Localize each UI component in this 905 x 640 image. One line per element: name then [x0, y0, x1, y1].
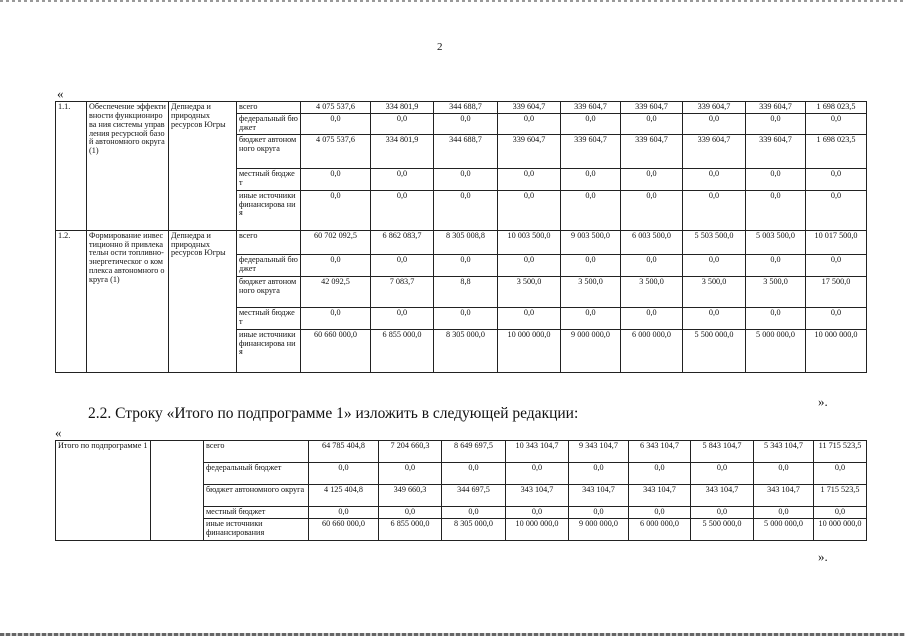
executor: Депнедра и природных ресурсов Югры	[169, 102, 237, 231]
value-cell: 344 697,5	[442, 485, 506, 507]
value-cell: 343 104,7	[569, 485, 629, 507]
value-cell: 0,0	[301, 307, 371, 329]
value-cell: 60 660 000,0	[301, 329, 371, 372]
value-cell: 8 305 008,8	[434, 230, 498, 254]
value-cell: 0,0	[506, 507, 569, 519]
value-cell: 349 660,3	[379, 485, 442, 507]
value-cell: 339 604,7	[561, 102, 621, 114]
scan-edge-top	[0, 0, 905, 2]
value-cell: 42 092,5	[301, 276, 371, 307]
funding-source: федеральный бюджет	[204, 463, 309, 485]
value-cell: 11 715 523,5	[814, 441, 867, 463]
value-cell: 0,0	[309, 463, 379, 485]
value-cell: 0,0	[683, 254, 746, 276]
value-cell: 5 000 000,0	[746, 329, 806, 372]
value-cell: 0,0	[371, 254, 434, 276]
value-cell: 0,0	[371, 307, 434, 329]
value-cell: 339 604,7	[683, 102, 746, 114]
value-cell: 6 855 000,0	[379, 519, 442, 541]
empty-cell	[151, 441, 204, 541]
value-cell: 10 000 000,0	[498, 329, 561, 372]
subprogram-table	[55, 101, 867, 373]
funding-source: всего	[237, 102, 301, 114]
value-cell: 339 604,7	[498, 102, 561, 114]
value-cell: 339 604,7	[746, 102, 806, 114]
value-cell: 0,0	[621, 190, 683, 230]
value-cell: 6 343 104,7	[629, 441, 691, 463]
value-cell: 0,0	[746, 190, 806, 230]
value-cell: 6 855 000,0	[371, 329, 434, 372]
value-cell: 4 075 537,6	[301, 134, 371, 168]
value-cell: 0,0	[683, 307, 746, 329]
value-cell: 0,0	[746, 114, 806, 135]
value-cell: 0,0	[301, 190, 371, 230]
funding-source: местный бюджет	[237, 307, 301, 329]
value-cell: 0,0	[746, 168, 806, 190]
value-cell: 6 003 500,0	[621, 230, 683, 254]
value-cell: 0,0	[683, 190, 746, 230]
value-cell: 339 604,7	[498, 134, 561, 168]
value-cell: 339 604,7	[621, 134, 683, 168]
value-cell: 0,0	[806, 114, 867, 135]
value-cell: 7 204 660,3	[379, 441, 442, 463]
value-cell: 0,0	[434, 254, 498, 276]
measure-name: Обеспечение эффективности функционирова ния системы управления ресурсной базой автономного округа (1)	[87, 102, 169, 231]
funding-source: всего	[237, 230, 301, 254]
funding-source: бюджет автономного округа	[237, 276, 301, 307]
funding-source: иные источники финансирова ния	[237, 190, 301, 230]
value-cell: 3 500,0	[561, 276, 621, 307]
funding-source: местный бюджет	[237, 168, 301, 190]
value-cell: 5 500 000,0	[691, 519, 754, 541]
value-cell: 0,0	[434, 168, 498, 190]
value-cell: 0,0	[379, 507, 442, 519]
value-cell: 0,0	[434, 307, 498, 329]
value-cell: 334 801,9	[371, 134, 434, 168]
funding-source: местный бюджет	[204, 507, 309, 519]
close-quote-2: ».	[818, 549, 828, 564]
value-cell: 0,0	[498, 190, 561, 230]
value-cell: 339 604,7	[621, 102, 683, 114]
section-heading: 2.2. Строку «Итого по подпрограмме 1» изложить в следующей редакции:	[88, 405, 579, 422]
value-cell: 343 104,7	[754, 485, 814, 507]
value-cell: 5 843 104,7	[691, 441, 754, 463]
executor: Депнедра и природных ресурсов Югры	[169, 230, 237, 372]
value-cell: 0,0	[806, 168, 867, 190]
value-cell: 0,0	[301, 168, 371, 190]
value-cell: 1 698 023,5	[806, 102, 867, 114]
value-cell: 0,0	[569, 463, 629, 485]
funding-source: иные источники финансирования	[204, 519, 309, 541]
value-cell: 5 000 000,0	[754, 519, 814, 541]
value-cell: 9 343 104,7	[569, 441, 629, 463]
value-cell: 10 000 000,0	[506, 519, 569, 541]
funding-source: федеральный бюджет	[237, 254, 301, 276]
value-cell: 0,0	[498, 254, 561, 276]
value-cell: 343 104,7	[506, 485, 569, 507]
measure-name: Формирование инвестиционно й привлекательн ости топливно-энергетическог о комплекса автономного округа (1)	[87, 230, 169, 372]
close-quote-1: ».	[818, 394, 828, 409]
value-cell: 9 000 000,0	[561, 329, 621, 372]
subprogram-total-table	[55, 440, 867, 541]
row-number: 1.2.	[56, 230, 87, 372]
value-cell: 3 500,0	[498, 276, 561, 307]
value-cell: 339 604,7	[683, 134, 746, 168]
value-cell: 0,0	[746, 307, 806, 329]
value-cell: 64 785 404,8	[309, 441, 379, 463]
funding-source: федеральный бюджет	[237, 114, 301, 135]
value-cell: 0,0	[561, 190, 621, 230]
value-cell: 343 104,7	[629, 485, 691, 507]
value-cell: 0,0	[683, 168, 746, 190]
value-cell: 5 003 500,0	[746, 230, 806, 254]
value-cell: 339 604,7	[746, 134, 806, 168]
value-cell: 0,0	[621, 307, 683, 329]
open-quote-1: «	[57, 86, 64, 101]
value-cell: 3 500,0	[621, 276, 683, 307]
value-cell: 4 125 404,8	[309, 485, 379, 507]
value-cell: 0,0	[561, 114, 621, 135]
value-cell: 0,0	[621, 254, 683, 276]
value-cell: 60 660 000,0	[309, 519, 379, 541]
funding-source: бюджет автономного округа	[237, 134, 301, 168]
value-cell: 1 698 023,5	[806, 134, 867, 168]
value-cell: 8 305 000,0	[442, 519, 506, 541]
value-cell: 6 000 000,0	[629, 519, 691, 541]
value-cell: 8 305 000,0	[434, 329, 498, 372]
value-cell: 0,0	[621, 114, 683, 135]
value-cell: 8,8	[434, 276, 498, 307]
value-cell: 0,0	[498, 114, 561, 135]
value-cell: 343 104,7	[691, 485, 754, 507]
value-cell: 3 500,0	[746, 276, 806, 307]
value-cell: 0,0	[434, 190, 498, 230]
value-cell: 0,0	[806, 254, 867, 276]
value-cell: 0,0	[683, 114, 746, 135]
value-cell: 4 075 537,6	[301, 102, 371, 114]
value-cell: 0,0	[629, 507, 691, 519]
open-quote-2: «	[55, 425, 62, 440]
value-cell: 1 715 523,5	[814, 485, 867, 507]
funding-source: иные источники финансирова ния	[237, 329, 301, 372]
value-cell: 0,0	[371, 190, 434, 230]
value-cell: 0,0	[629, 463, 691, 485]
value-cell: 0,0	[561, 254, 621, 276]
value-cell: 6 862 083,7	[371, 230, 434, 254]
value-cell: 0,0	[561, 168, 621, 190]
value-cell: 17 500,0	[806, 276, 867, 307]
value-cell: 9 003 500,0	[561, 230, 621, 254]
value-cell: 0,0	[691, 507, 754, 519]
value-cell: 0,0	[691, 463, 754, 485]
value-cell: 0,0	[754, 463, 814, 485]
value-cell: 0,0	[506, 463, 569, 485]
value-cell: 8 649 697,5	[442, 441, 506, 463]
value-cell: 0,0	[434, 114, 498, 135]
funding-source: бюджет автономного округа	[204, 485, 309, 507]
value-cell: 0,0	[561, 307, 621, 329]
value-cell: 0,0	[498, 168, 561, 190]
value-cell: 0,0	[814, 463, 867, 485]
value-cell: 9 000 000,0	[569, 519, 629, 541]
value-cell: 10 000 000,0	[806, 329, 867, 372]
table-row	[56, 102, 867, 114]
value-cell: 0,0	[569, 507, 629, 519]
value-cell: 0,0	[621, 168, 683, 190]
value-cell: 0,0	[371, 114, 434, 135]
value-cell: 334 801,9	[371, 102, 434, 114]
value-cell: 0,0	[301, 114, 371, 135]
total-label: Итого по подпрограмме 1	[56, 441, 151, 541]
value-cell: 7 083,7	[371, 276, 434, 307]
value-cell: 0,0	[814, 507, 867, 519]
value-cell: 10 343 104,7	[506, 441, 569, 463]
value-cell: 0,0	[806, 190, 867, 230]
value-cell: 5 343 104,7	[754, 441, 814, 463]
funding-source: всего	[204, 441, 309, 463]
value-cell: 0,0	[442, 463, 506, 485]
page-number: 2	[437, 41, 443, 53]
value-cell: 0,0	[498, 307, 561, 329]
value-cell: 344 688,7	[434, 134, 498, 168]
value-cell: 10 003 500,0	[498, 230, 561, 254]
row-number: 1.1.	[56, 102, 87, 231]
table-row	[56, 230, 867, 254]
value-cell: 3 500,0	[683, 276, 746, 307]
value-cell: 0,0	[754, 507, 814, 519]
value-cell: 0,0	[301, 254, 371, 276]
value-cell: 5 500 000,0	[683, 329, 746, 372]
value-cell: 10 000 000,0	[814, 519, 867, 541]
table-row	[56, 441, 867, 463]
value-cell: 0,0	[371, 168, 434, 190]
value-cell: 5 503 500,0	[683, 230, 746, 254]
value-cell: 6 000 000,0	[621, 329, 683, 372]
value-cell: 10 017 500,0	[806, 230, 867, 254]
value-cell: 0,0	[806, 307, 867, 329]
value-cell: 339 604,7	[561, 134, 621, 168]
value-cell: 0,0	[746, 254, 806, 276]
value-cell: 0,0	[379, 463, 442, 485]
value-cell: 344 688,7	[434, 102, 498, 114]
scan-edge-bottom	[0, 633, 905, 636]
value-cell: 0,0	[442, 507, 506, 519]
value-cell: 60 702 092,5	[301, 230, 371, 254]
value-cell: 0,0	[309, 507, 379, 519]
